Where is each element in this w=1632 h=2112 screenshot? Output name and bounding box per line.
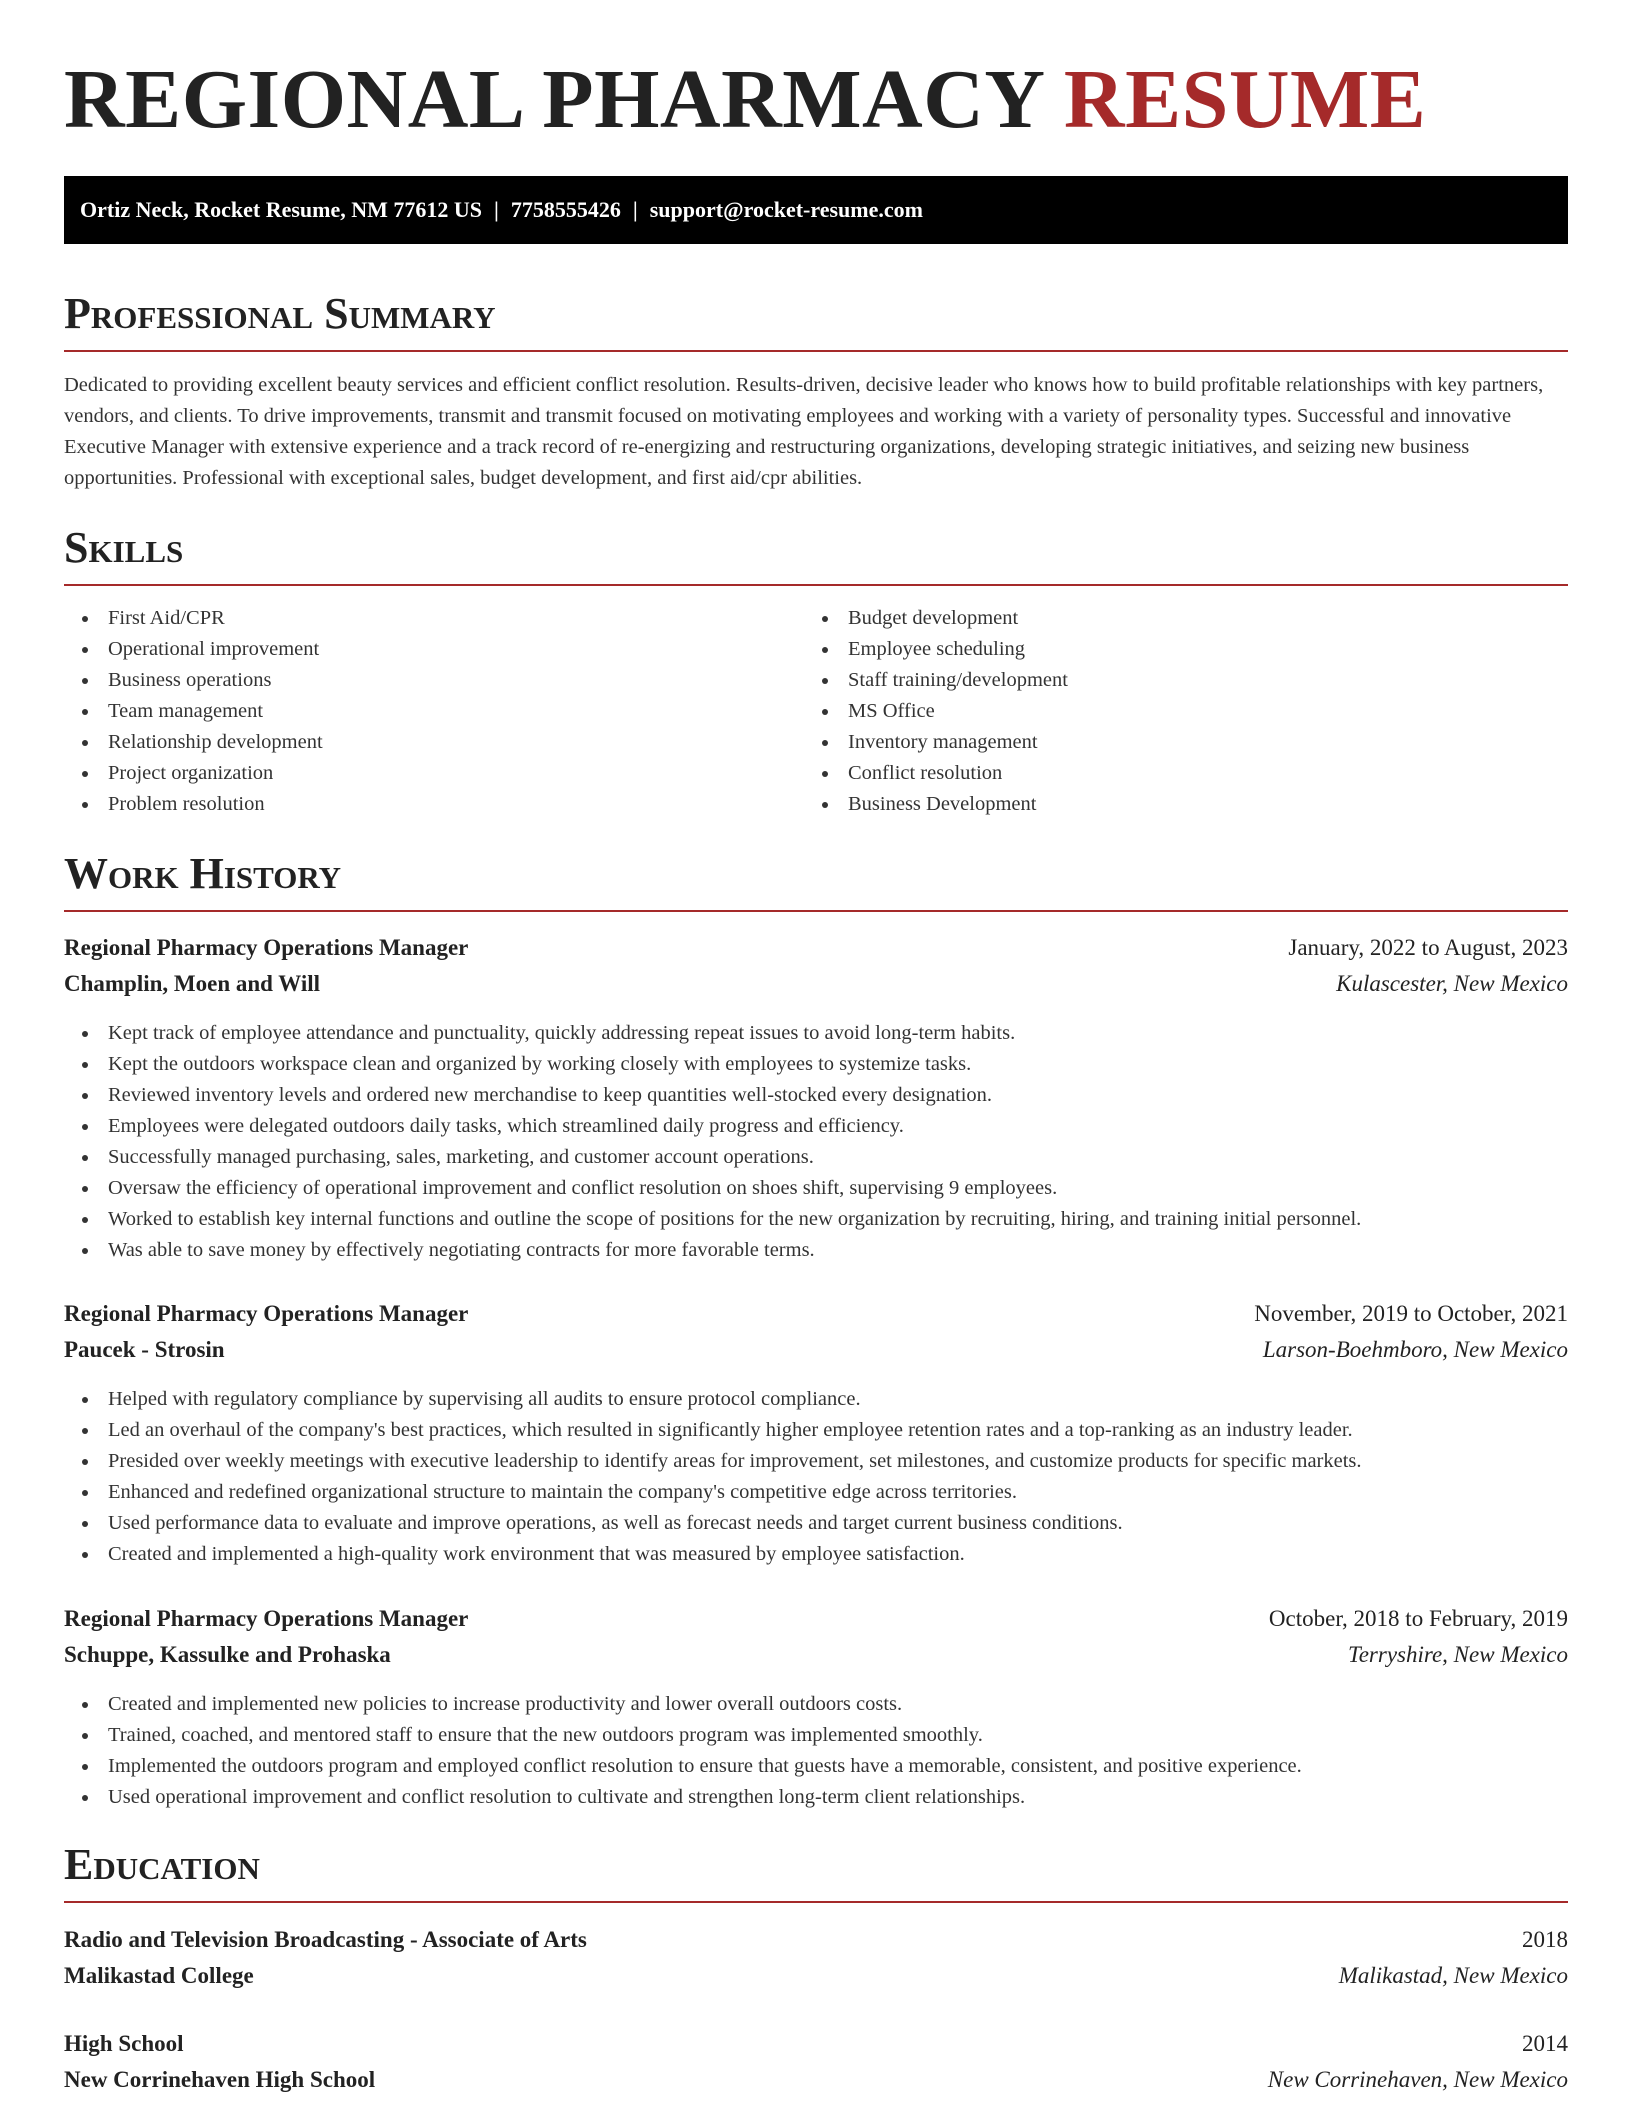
- education-school: Malikastad College: [64, 1963, 254, 1988]
- education-year: 2018: [1522, 1927, 1568, 1952]
- contact-phone[interactable]: 7758555426: [510, 197, 621, 222]
- skill-item: Problem resolution: [64, 789, 764, 820]
- education-degree: High School: [64, 2031, 184, 2056]
- job-dates: October, 2018 to February, 2019: [1268, 1606, 1568, 1631]
- job-title-row: [64, 1601, 1568, 1637]
- skill-item: Operational improvement: [64, 634, 764, 665]
- summary-text: Dedicated to providing excellent beauty services and efficient conflict resolution. Results-driven, decisive leader who knows how to build profitable relationships with key partners, vendors, and clients. To drive improvements, transmit and transmit focused on motivating employees and working with a variety of personality types. Successful and innovative Executive Manager with extensive experience and a track record of re-energizing and restructuring organizations, developing strategic initiatives, and seizing new business opportunities. Professional with exceptional sales, budget development, and first aid/cpr abilities.: [64, 374, 1544, 489]
- skill-item: Relationship development: [64, 727, 764, 758]
- job-bullet: Trained, coached, and mentored staff to ensure that the new outdoors program was implemented smoothly.: [64, 1720, 1568, 1751]
- job-bullet: Used operational improvement and conflict resolution to cultivate and strengthen long-term client relationships.: [64, 1782, 1568, 1813]
- job-bullet: Was able to save money by effectively negotiating contracts for more favorable terms.: [64, 1235, 1568, 1266]
- skill-item: Budget development: [804, 603, 1504, 634]
- job-dates: January, 2022 to August, 2023: [1288, 935, 1568, 960]
- job-bullet: Oversaw the efficiency of operational improvement and conflict resolution on shoes shift, supervising 9 employees.: [64, 1173, 1568, 1204]
- job-company: Schuppe, Kassulke and Prohaska: [64, 1642, 391, 1667]
- skill-item: First Aid/CPR: [64, 603, 764, 634]
- education-location: Malikastad, New Mexico: [1338, 1963, 1568, 1988]
- contact-email[interactable]: support@rocket-resume.com: [649, 197, 923, 222]
- job-bullet: Helped with regulatory compliance by supervising all audits to ensure protocol compliance.: [64, 1384, 1568, 1415]
- skills-heading-text: Skills: [64, 523, 184, 572]
- work-heading: [64, 846, 1568, 912]
- skills-list-left: [64, 603, 764, 820]
- education-school-row: [64, 2062, 1568, 2098]
- job-bullet: Successfully managed purchasing, sales, marketing, and customer account operations.: [64, 1142, 1568, 1173]
- job-bullet: Worked to establish key internal functions and outline the scope of positions for the new organization by recruiting, hiring, and training initial personnel.: [64, 1204, 1568, 1235]
- contact-bar: [64, 176, 1568, 244]
- job-bullets: [64, 1384, 1568, 1570]
- job-bullet: Led an overhaul of the company's best practices, which resulted in significantly higher employee retention rates and a top-ranking as an industry leader.: [64, 1415, 1568, 1446]
- skills-list-right: [804, 603, 1504, 820]
- skill-item: Business operations: [64, 665, 764, 696]
- education-degree-row: [64, 2026, 1568, 2062]
- education-location: New Corrinehaven, New Mexico: [1267, 2067, 1568, 2092]
- job-title: Regional Pharmacy Operations Manager: [64, 1301, 469, 1326]
- skill-item: Business Development: [804, 789, 1504, 820]
- contact-address: Ortiz Neck, Rocket Resume, NM 77612 US: [80, 197, 483, 222]
- contact-separator: |: [494, 197, 499, 222]
- job-bullet: Reviewed inventory levels and ordered new merchandise to keep quantities well-stocked every designation.: [64, 1080, 1568, 1111]
- skills-heading: [64, 520, 1568, 586]
- skill-item: Project organization: [64, 758, 764, 789]
- title-accent: RESUME: [1063, 53, 1427, 146]
- job-location: Kulascester, New Mexico: [1336, 971, 1568, 996]
- job-company: Champlin, Moen and Will: [64, 971, 321, 996]
- education-heading-text: Education: [64, 1840, 260, 1889]
- summary-heading: [64, 286, 1568, 352]
- job-bullet: Used performance data to evaluate and improve operations, as well as forecast needs and target current business conditions.: [64, 1508, 1568, 1539]
- job-company-row: [64, 1332, 1568, 1368]
- education-heading: [64, 1837, 1568, 1903]
- skill-item: Conflict resolution: [804, 758, 1504, 789]
- education-school: New Corrinehaven High School: [64, 2067, 376, 2092]
- education-degree-row: [64, 1922, 1568, 1958]
- job-bullets: [64, 1018, 1568, 1266]
- job-bullet: Implemented the outdoors program and employed conflict resolution to ensure that guests have a memorable, consistent, and positive experience.: [64, 1751, 1568, 1782]
- job-location: Terryshire, New Mexico: [1348, 1642, 1568, 1667]
- job-bullet: Kept track of employee attendance and punctuality, quickly addressing repeat issues to avoid long-term habits.: [64, 1018, 1568, 1049]
- job-bullet: Kept the outdoors workspace clean and organized by working closely with employees to systemize tasks.: [64, 1049, 1568, 1080]
- skill-item: Staff training/development: [804, 665, 1504, 696]
- job-company: Paucek - Strosin: [64, 1337, 225, 1362]
- job-bullet: Created and implemented new policies to increase productivity and lower overall outdoors costs.: [64, 1689, 1568, 1720]
- job-title: Regional Pharmacy Operations Manager: [64, 935, 469, 960]
- education-degree: Radio and Television Broadcasting - Associate of Arts: [64, 1927, 587, 1952]
- skill-item: Inventory management: [804, 727, 1504, 758]
- job-location: Larson-Boehmboro, New Mexico: [1262, 1337, 1568, 1362]
- job-title-row: [64, 1296, 1568, 1332]
- job-dates: November, 2019 to October, 2021: [1254, 1301, 1568, 1326]
- job-bullets: [64, 1689, 1568, 1813]
- job-title-row: [64, 930, 1568, 966]
- contact-separator: |: [632, 197, 638, 222]
- skill-item: Team management: [64, 696, 764, 727]
- job-company-row: [64, 966, 1568, 1002]
- title-main: REGIONAL PHARMACY: [64, 53, 1043, 146]
- resume-title: [64, 50, 1426, 150]
- job-bullet: Presided over weekly meetings with executive leadership to identify areas for improvement, set milestones, and customize products for specific markets.: [64, 1446, 1568, 1477]
- summary-heading-text: Professional Summary: [64, 289, 496, 338]
- job-title: Regional Pharmacy Operations Manager: [64, 1606, 469, 1631]
- skill-item: MS Office: [804, 696, 1504, 727]
- job-company-row: [64, 1637, 1568, 1673]
- job-bullet: Enhanced and redefined organizational structure to maintain the company's competitive edge across territories.: [64, 1477, 1568, 1508]
- education-school-row: [64, 1958, 1568, 1994]
- job-bullet: Employees were delegated outdoors daily tasks, which streamlined daily progress and efficiency.: [64, 1111, 1568, 1142]
- education-year: 2014: [1522, 2031, 1568, 2056]
- work-heading-text: Work History: [64, 849, 342, 898]
- skill-item: Employee scheduling: [804, 634, 1504, 665]
- job-bullet: Created and implemented a high-quality work environment that was measured by employee satisfaction.: [64, 1539, 1568, 1570]
